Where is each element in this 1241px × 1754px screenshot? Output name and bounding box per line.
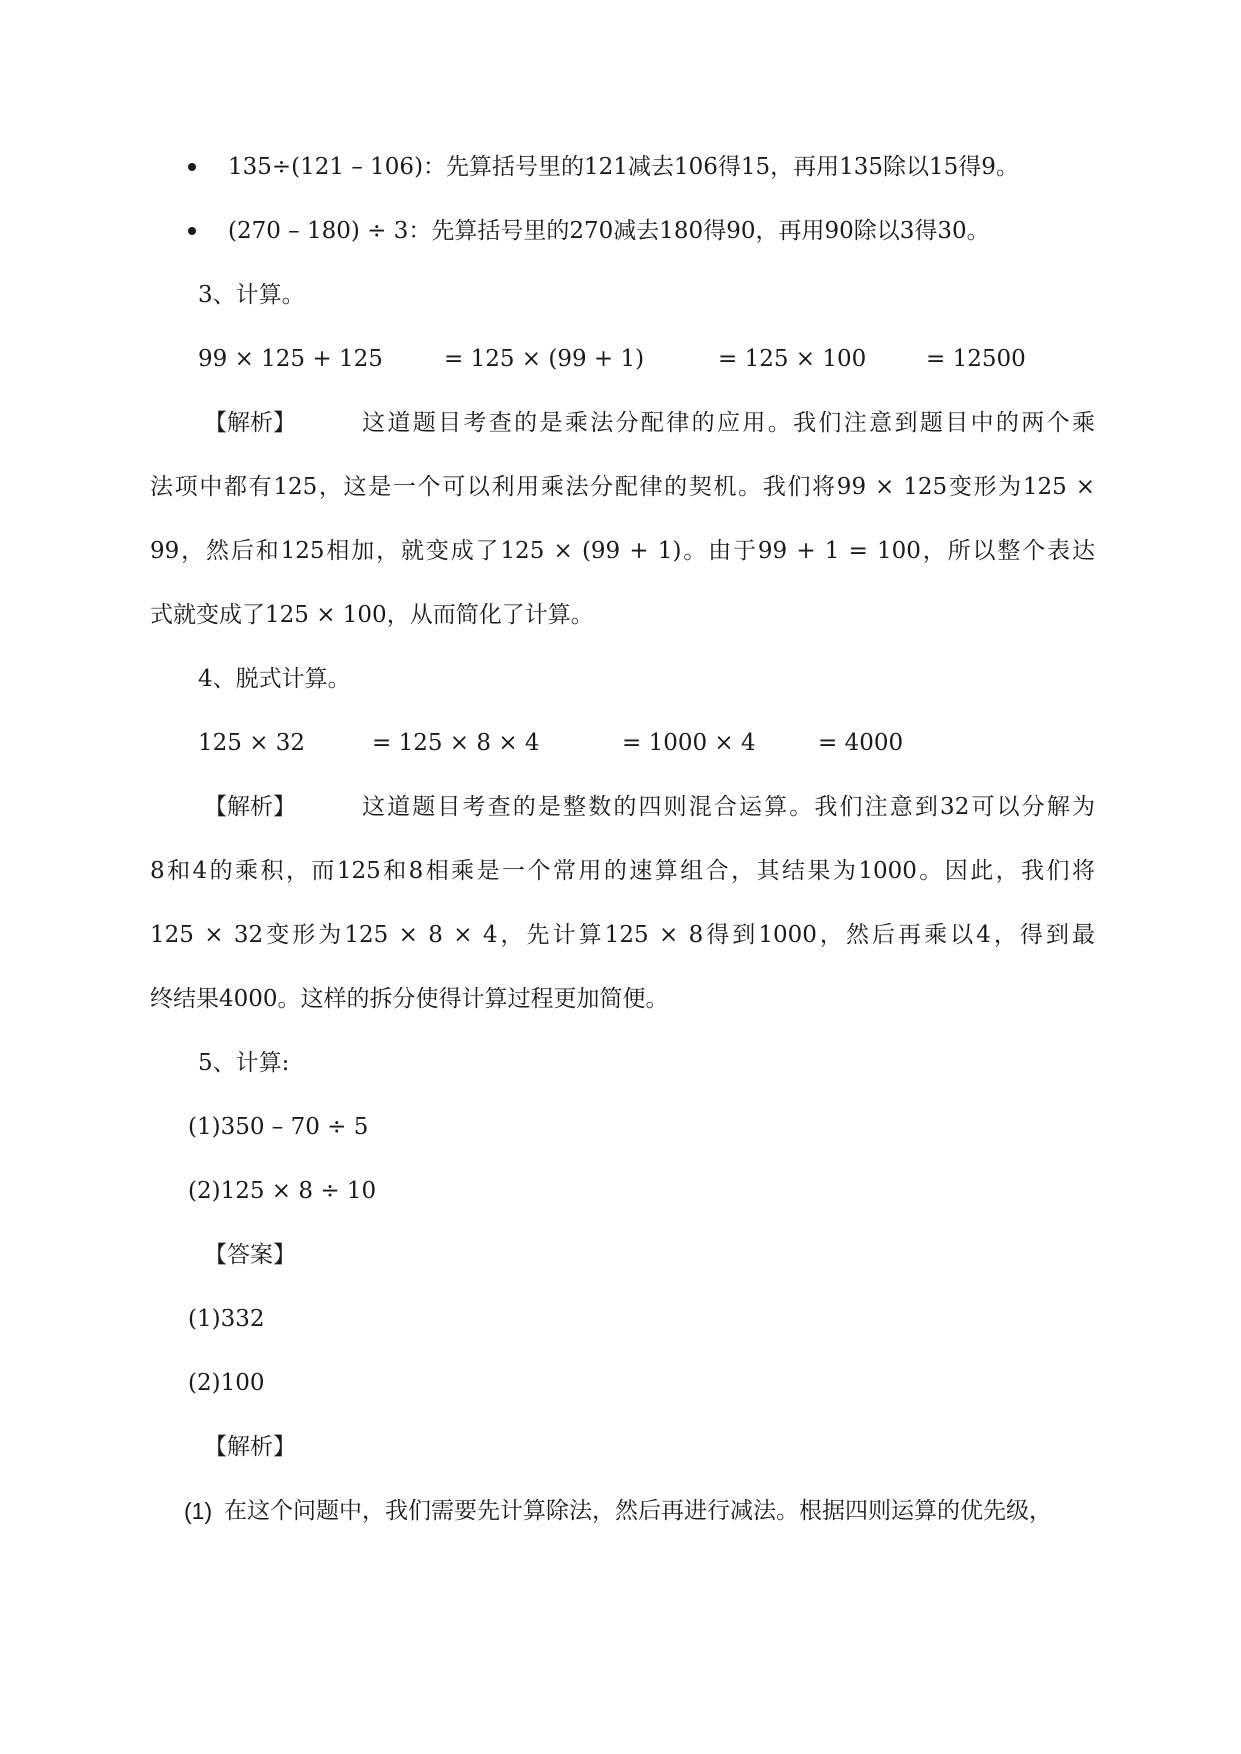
equation-step: = 1000 × 4 (622, 730, 756, 756)
question-3-analysis-line: 法项中都有125，这是一个可以利用乘法分配律的契机。我们将99 × 125变形为125 × (150, 474, 1095, 500)
question-5-title: 5、计算: (198, 1050, 290, 1076)
equation-step: = 4000 (818, 730, 904, 756)
equation-step: 99 × 125 + 125 (198, 346, 383, 372)
question-4-title: 4、脱式计算。 (198, 666, 351, 692)
question-4-analysis-line: 8和4的乘积，而125和8相乘是一个常用的速算组合，其结果为1000。因此，我们将 (150, 858, 1095, 884)
answer-tag: 【答案】 (204, 1242, 296, 1268)
question-4-analysis-line: 终结果4000。这样的拆分使得计算过程更加简便。 (150, 986, 669, 1012)
equation-step: = 125 × (99 + 1) (444, 346, 645, 372)
question-4-analysis-line: 125 × 32变形为125 × 8 × 4，先计算125 × 8得到1000，然后再乘以4，得到最 (150, 922, 1095, 948)
equation-step: 125 × 32 (198, 730, 306, 756)
bullet-dot (188, 163, 196, 171)
question-5-item: (2)125 × 8 ÷ 10 (188, 1178, 377, 1204)
question-3-analysis-line: 式就变成了125 × 100，从而简化了计算。 (150, 602, 594, 628)
analysis-tag: 【解析】 (204, 794, 296, 820)
equation-step: = 125 × 100 (718, 346, 867, 372)
question-5-item: (1)350 – 70 ÷ 5 (188, 1114, 369, 1140)
analysis-tag: 【解析】 (204, 410, 296, 436)
analysis-tag: 【解析】 (204, 1434, 296, 1460)
analysis-text: 这道题目考查的是乘法分配律的应用。我们注意到题目中的两个乘 (362, 410, 1095, 436)
equation-step: = 125 × 8 × 4 (372, 730, 540, 756)
equation-step: = 12500 (926, 346, 1026, 372)
answer-item: (1)332 (188, 1306, 265, 1332)
analysis-item-number: (1) (184, 1498, 213, 1524)
analysis-text: 在这个问题中，我们需要先计算除法，然后再进行减法。根据四则运算的优先级， (224, 1498, 1052, 1524)
answer-item: (2)100 (188, 1370, 265, 1396)
question-3-title: 3、计算。 (198, 282, 305, 308)
question-3-analysis-line: 99，然后和125相加，就变成了125 × (99 + 1)。由于99 + 1 = 100，所以整个表达 (150, 538, 1095, 564)
analysis-text: 这道题目考查的是整数的四则混合运算。我们注意到32可以分解为 (362, 794, 1095, 820)
bullet-dot (188, 227, 196, 235)
bullet-item: 135÷(121 – 106)：先算括号里的121减去106得15，再用135除以15得9。 (228, 154, 1019, 180)
bullet-item: (270 – 180) ÷ 3：先算括号里的270减去180得90，再用90除以3得30。 (228, 218, 990, 244)
